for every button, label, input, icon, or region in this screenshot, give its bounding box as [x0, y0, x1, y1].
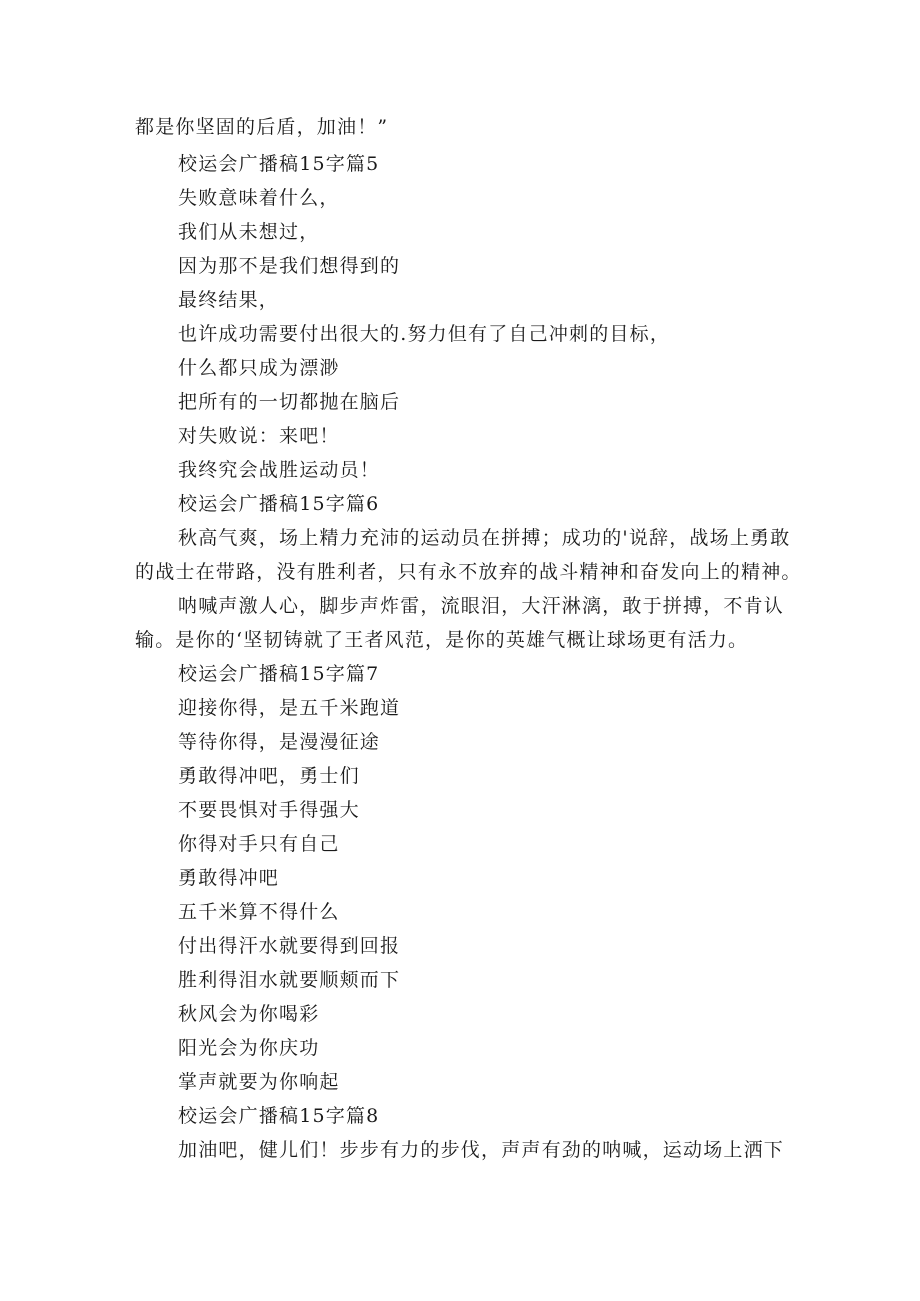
text-line: 因为那不是我们想得到的: [178, 255, 401, 277]
text-line: 最终结果，: [178, 289, 280, 311]
text-line: 也许成功需要付出很大的.努力但有了自己冲刺的目标，: [178, 323, 671, 345]
paragraph-line: 加油吧，健儿们！步步有力的步伐，声声有劲的呐喊，运动场上洒下: [178, 1139, 785, 1161]
section-heading: 校运会广播稿15字篇7: [178, 663, 380, 685]
section-heading: 校运会广播稿15字篇8: [178, 1105, 380, 1127]
text-line: 勇敢得冲吧: [178, 867, 280, 889]
paragraph-line: 输。是你的‘坚韧铸就了王者风范，是你的英雄气概让球场更有活力。: [135, 629, 749, 651]
text-line: 阳光会为你庆功: [178, 1037, 320, 1059]
text-line: 失败意味着什么，: [178, 187, 340, 209]
text-line: 付出得汗水就要得到回报: [178, 935, 401, 957]
text-line: 等待你得，是漫漫征途: [178, 731, 381, 753]
text-line: 迎接你得，是五千米跑道: [178, 697, 401, 719]
text-line: 掌声就要为你响起: [178, 1071, 340, 1093]
text-line: 秋风会为你喝彩: [178, 1003, 320, 1025]
text-line: 对失败说：来吧！: [178, 425, 340, 447]
text-line: 都是你坚固的后盾，加油！”: [135, 116, 389, 138]
paragraph-line: 的战士在带路，没有胜利者，只有永不放弃的战斗精神和奋发向上的精神。: [135, 561, 802, 583]
text-line: 把所有的一切都抛在脑后: [178, 391, 401, 413]
text-line: 我们从未想过，: [178, 221, 320, 243]
section-heading: 校运会广播稿15字篇6: [178, 493, 380, 515]
text-line: 我终究会战胜运动员！: [178, 459, 381, 481]
paragraph-line: 秋高气爽，场上精力充沛的运动员在拼搏；成功的'说辞，战场上勇敢: [178, 527, 791, 549]
text-line: 什么都只成为漂渺: [178, 357, 340, 379]
paragraph-line: 呐喊声激人心，脚步声炸雷，流眼泪，大汗淋漓，敢于拼搏，不肯认: [178, 595, 785, 617]
section-heading: 校运会广播稿15字篇5: [178, 153, 380, 175]
text-line: 勇敢得冲吧，勇士们: [178, 765, 360, 787]
text-line: 五千米算不得什么: [178, 901, 340, 923]
text-line: 不要畏惧对手得强大: [178, 799, 360, 821]
text-line: 胜利得泪水就要顺颊而下: [178, 969, 401, 991]
text-line: 你得对手只有自己: [178, 833, 340, 855]
